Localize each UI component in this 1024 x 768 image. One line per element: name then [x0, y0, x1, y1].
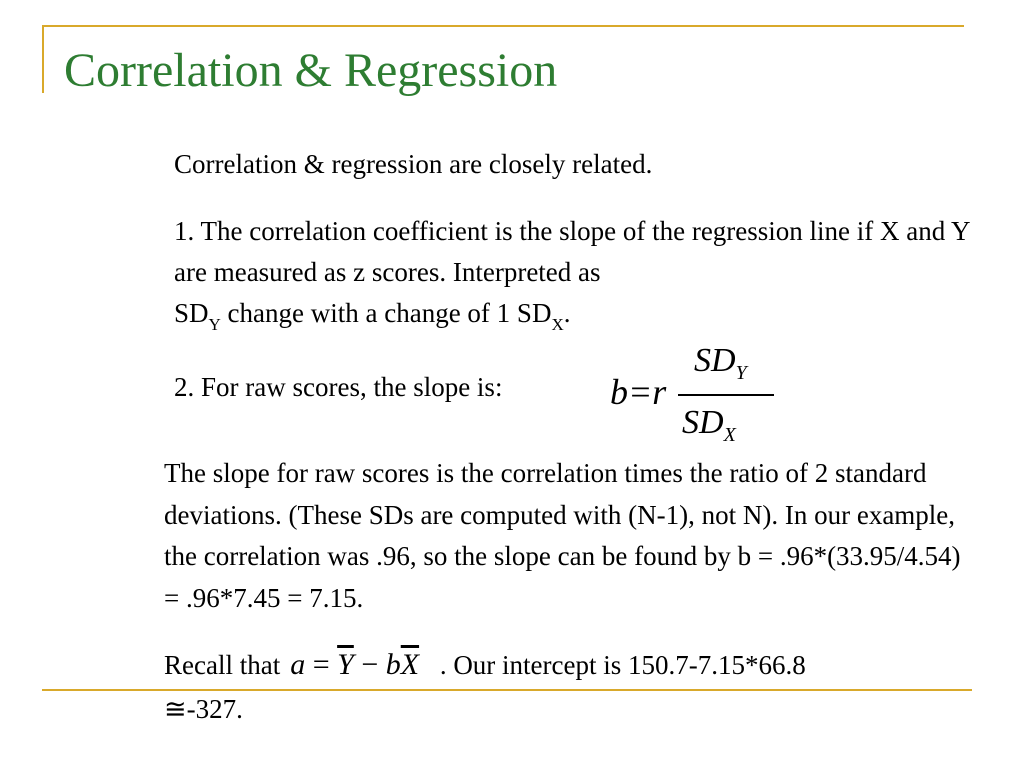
- sd-y-label: SD: [174, 298, 209, 328]
- sd-x-subscript: X: [551, 315, 564, 334]
- intercept-paragraph: [164, 643, 864, 731]
- eq-minus: −: [353, 648, 386, 681]
- left-rule: [42, 25, 44, 93]
- point-one-end: .: [563, 298, 571, 328]
- intro-paragraph: Correlation & regression are closely related.: [174, 149, 653, 179]
- top-rule: [42, 25, 964, 27]
- explanation-paragraph: The slope for raw scores is the correlation times the ratio of 2 standard deviations. (These SDs are computed with (N-1), not N). In our example, the correlation was .96, so the slope can be found by b = .96*(33.95/4.54) = .96*7.45 = 7.15.: [164, 458, 961, 613]
- eq-b: b: [385, 648, 401, 681]
- denominator-subscript: X: [723, 424, 736, 446]
- recall-prefix: Recall that: [164, 650, 281, 680]
- eq-a: a: [290, 648, 306, 681]
- eq-y-bar: $\overline{Y}$: [337, 648, 354, 681]
- point-one-text: 1. The correlation coefficient is the slope of the regression line if X and Y are measured as z scores. Interpreted as: [174, 216, 970, 287]
- slide-title: Correlation & Regression: [64, 44, 558, 97]
- formula-lhs: b=r: [610, 372, 667, 412]
- intercept-suffix: . Our intercept is 150.7-7.15*66.8 ≅-327.: [164, 650, 806, 724]
- eq-x-bar: $\overline{X}$: [400, 648, 420, 681]
- formula-numerator: [694, 340, 747, 386]
- intercept-equation: [280, 643, 433, 687]
- eq-equals: =: [305, 648, 338, 681]
- denominator-base: SD: [682, 404, 724, 441]
- formula-denominator: [682, 402, 736, 448]
- point-two-paragraph: 2. For raw scores, the slope is:: [174, 372, 503, 402]
- point-one-paragraph: [174, 211, 989, 337]
- numerator-subscript: Y: [735, 362, 747, 384]
- point-one-middle: change with a change of 1 SD: [220, 298, 552, 328]
- fraction-bar: [678, 394, 774, 396]
- numerator-base: SD: [694, 342, 736, 379]
- slope-formula: [610, 340, 780, 450]
- sd-y-subscript: Y: [208, 315, 221, 334]
